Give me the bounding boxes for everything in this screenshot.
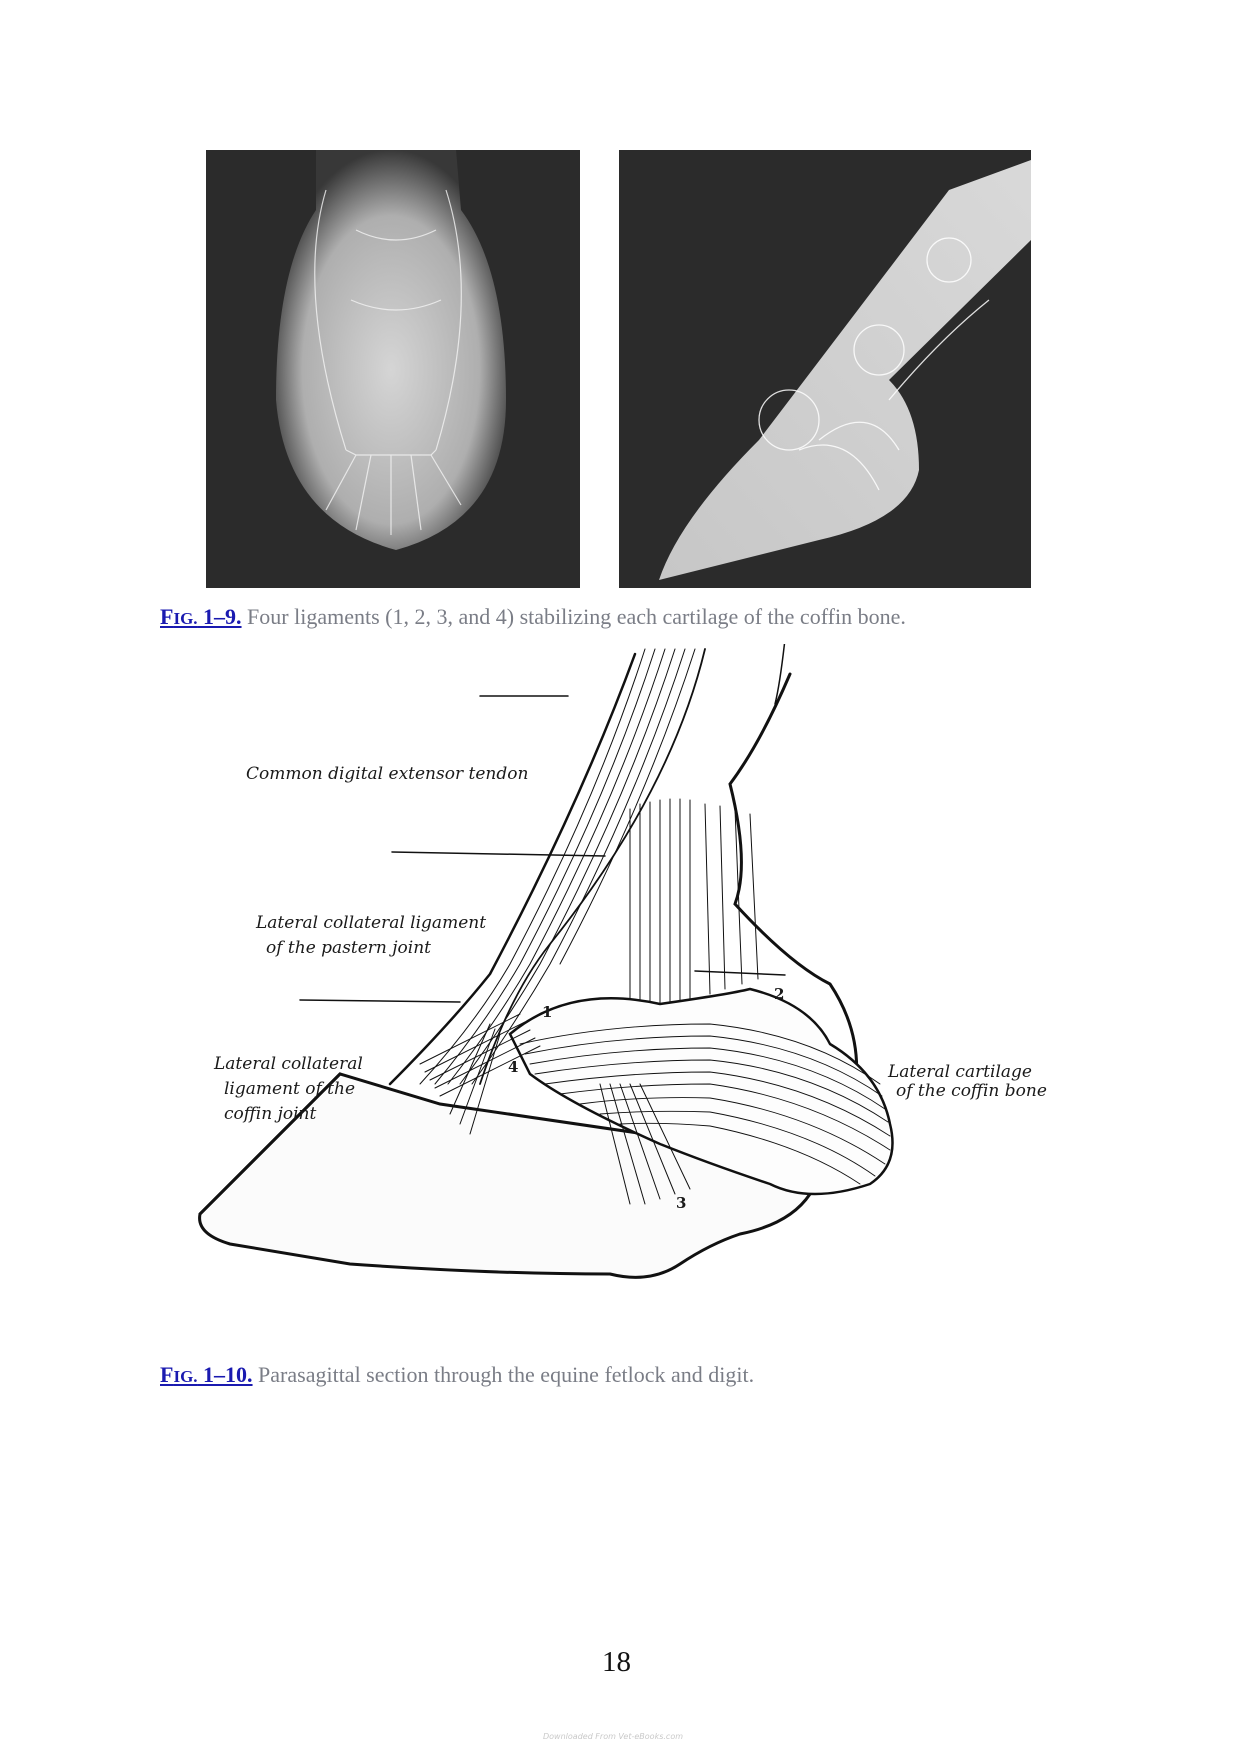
ligament-number-4: 4: [508, 1058, 519, 1076]
label-coffin-ligament-line-3: coffin joint: [224, 1104, 317, 1124]
figure-1-10-link[interactable]: FIG. 1–10.: [160, 1362, 253, 1387]
label-pastern-ligament-line-1: Lateral collateral ligament: [256, 913, 487, 933]
label-pastern-ligament-line-2: of the pastern joint: [266, 938, 432, 958]
label-cartilage-line-1: Lateral cartilage: [888, 1062, 1032, 1082]
figure-1-10-caption: [160, 1362, 754, 1388]
watermark: Downloaded From Vet-eBooks.com: [543, 1732, 684, 1741]
label-coffin-ligament-line-2: ligament of the: [224, 1079, 356, 1099]
ligament-number-1: 1: [542, 1003, 553, 1021]
radiograph-lateral-view: [619, 150, 1031, 588]
figure-1-9-link[interactable]: FIG. 1–9.: [160, 604, 242, 629]
figure-1-10-caption-text: Parasagittal section through the equine fetlock and digit.: [258, 1362, 755, 1387]
label-coffin-ligament-line-1: Lateral collateral: [214, 1054, 363, 1074]
label-cartilage-line-2: of the coffin bone: [896, 1081, 1047, 1101]
radiograph-dorsal-view: [206, 150, 580, 588]
ligament-number-3: 3: [676, 1194, 687, 1212]
label-extensor-tendon: Common digital extensor tendon: [246, 764, 529, 784]
page-number: 18: [602, 1646, 631, 1678]
ligament-number-2: 2: [774, 985, 785, 1003]
figure-1-9-caption-text: Four ligaments (1, 2, 3, and 4) stabilizing each cartilage of the coffin bone.: [247, 604, 906, 629]
figure-1-10-drawing: [190, 644, 1050, 1344]
figure-1-9-caption: [160, 604, 906, 630]
